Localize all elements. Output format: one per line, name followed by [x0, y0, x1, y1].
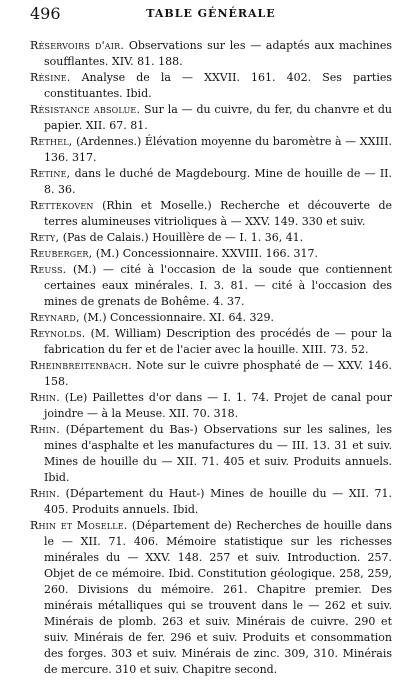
entry-headword: Reynolds.: [30, 327, 86, 340]
index-entry: [30, 486, 392, 518]
index-entry: [30, 166, 392, 198]
entry-text: (M. William) Description des procédés de — pour la fabrication du fer et de l'acier avec la houille. XIII. 73. 52.: [44, 327, 392, 356]
entry-text: (Rhin et Moselle.) Recherche et découverte de terres alumineuses vitrioliques à — XXV. 149. 330 et suiv.: [44, 199, 392, 228]
index-entry: [30, 518, 392, 678]
entry-headword: Rettekoven: [30, 199, 94, 212]
entry-text: Sur la — du cuivre, du fer, du chanvre et du papier. XII. 67. 81.: [44, 103, 392, 132]
entry-headword: Rhin et Moselle.: [30, 519, 128, 532]
index-entry: [30, 38, 392, 70]
running-title: TABLE GÉNÉRALE: [146, 7, 276, 20]
index-entry: [30, 198, 392, 230]
entry-text: dans le duché de Magdebourg. Mine de houille de — II. 8. 36.: [44, 167, 392, 196]
entry-headword: Rety,: [30, 231, 60, 244]
entry-headword: Résine.: [30, 71, 71, 84]
index-entry: [30, 422, 392, 486]
index-entries: [30, 38, 392, 678]
entry-headword: Rheinbreitenbach.: [30, 359, 132, 372]
entry-text: (Département du Bas-) Observations sur les salines, les mines d'asphalte et les manufactures du — III. 13. 31 et suiv. Mines de houille du — XII. 71. 405 et suiv. Produits annuels. Ibid.: [44, 423, 392, 484]
entry-headword: Reynard,: [30, 311, 80, 324]
entry-text: (M.) — cité à l'occasion de la soude que contiennent certaines eaux minérales. I. 3. 81. — cité à l'occasion des mines de grenats de Bohême. 4. 37.: [44, 263, 393, 308]
page-number: 496: [30, 4, 61, 23]
entry-headword: Réservoirs d'air.: [30, 39, 125, 52]
index-entry: [30, 358, 392, 390]
entry-text: (M.) Concessionnaire. XI. 64. 329.: [83, 311, 274, 324]
entry-text: (Pas de Calais.) Houillère de — I. 1. 36, 41.: [62, 231, 304, 244]
entry-text: Note sur le cuivre phosphaté de — XXV. 146. 158.: [44, 359, 392, 388]
page-header: [30, 4, 392, 22]
entry-headword: Reuberger,: [30, 247, 93, 260]
entry-text: Observations sur les — adaptés aux machines soufflantes. XIV. 81. 188.: [44, 39, 392, 68]
entry-headword: Rhin.: [30, 423, 60, 436]
index-entry: [30, 134, 392, 166]
entry-headword: Reuss.: [30, 263, 67, 276]
entry-headword: Résistance absolue.: [30, 103, 141, 116]
index-entry: [30, 102, 392, 134]
index-entry: [30, 310, 392, 326]
index-entry: [30, 70, 392, 102]
entry-headword: Retine,: [30, 167, 71, 180]
index-entry: [30, 390, 392, 422]
entry-text: Analyse de la — XXVII. 161. 402. Ses parties constituantes. Ibid.: [44, 71, 392, 100]
entry-text: (M.) Concessionnaire. XXVIII. 166. 317.: [95, 247, 319, 260]
entry-headword: Rethel,: [30, 135, 73, 148]
index-entry: [30, 246, 392, 262]
entry-text: (Ardennes.) Élévation moyenne du baromètre à — XXIII. 136. 317.: [44, 135, 392, 164]
entry-headword: Rhin.: [30, 487, 60, 500]
entry-text: (Le) Paillettes d'or dans — I. 1. 74. Projet de canal pour joindre — à la Meuse. XII. 70. 318.: [44, 391, 392, 420]
index-entry: [30, 230, 392, 246]
entry-headword: Rhin.: [30, 391, 60, 404]
entry-text: (Département du Haut-) Mines de houille du — XII. 71. 405. Produits annuels. Ibid.: [44, 487, 392, 516]
entry-text: (Département de) Recherches de houille dans le — XII. 71. 406. Mémoire statistique sur les richesses minérales du — XXV. 148. 257 et suiv. Introduction. 257. Objet de ce mémoire. Ibid. Constitution géologique. 258, 259, 260. Divisions du mémoire. 261. Chapitre premier. Des minérais métalliques qui se trouvent dans le — 262 et suiv. Minérais de plomb. 263 et suiv. Minérais de cuivre. 290 et suiv. Minérais de fer. 296 et suiv. Produits et consommation des forges. 303 et suiv. Minérais de zinc. 309, 310. Minérais de mercure. 310 et suiv. Chapitre second.: [44, 519, 392, 676]
index-entry: [30, 326, 392, 358]
index-entry: [30, 262, 392, 310]
